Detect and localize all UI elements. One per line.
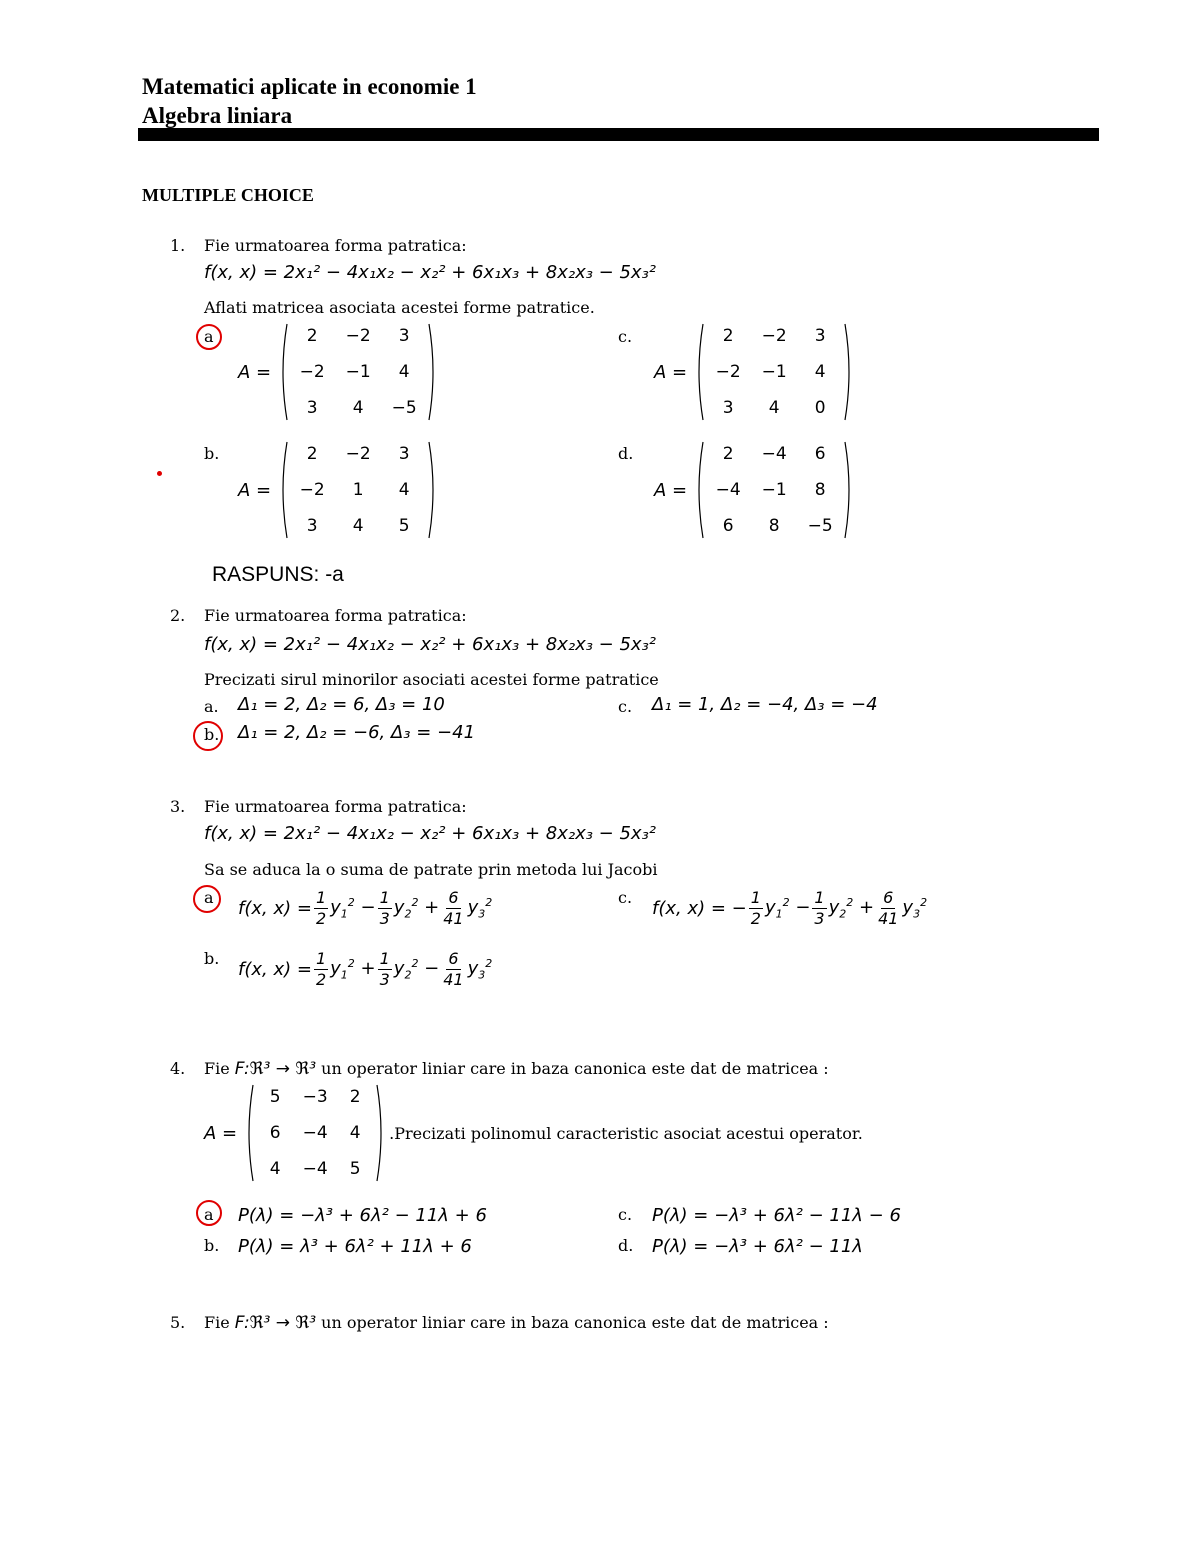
matrix-cell: 0 [814, 398, 826, 418]
matrix-cell: −5 [807, 516, 833, 536]
q2-formula: f(x, x) = 2x₁² − 4x₁x₂ − x₂² + 6x₁x₃ + 8x₂x₃ − 5x₃² [204, 634, 657, 655]
matrix-cell: −4 [715, 480, 741, 500]
matrix-cell: 4 [398, 362, 410, 382]
matrix-cell: −2 [345, 326, 371, 346]
matrix-cell: −2 [299, 362, 325, 382]
matrix-cell: 2 [306, 444, 318, 464]
matrix-body [693, 440, 855, 540]
matrix-cell: 6 [269, 1123, 281, 1143]
q1-option-c-label: c. [618, 327, 633, 346]
matrix-body [277, 440, 439, 540]
matrix-cell: 2 [349, 1087, 361, 1107]
matrix-cell: −1 [761, 362, 787, 382]
q5-number: 5. [170, 1313, 186, 1332]
matrix-cell: 4 [269, 1159, 281, 1179]
q3-option-c-label: c. [618, 888, 633, 907]
matrix-lhs: A = [204, 1122, 238, 1144]
header-rule [138, 128, 1099, 141]
q1-option-b-label: b. [204, 444, 220, 463]
q1-option-a-matrix [238, 322, 439, 422]
q3-intro: Fie urmatoarea forma patratica: [204, 797, 467, 816]
matrix-cell: −4 [302, 1123, 328, 1143]
q3-option-b-label: b. [204, 949, 220, 968]
annotation-dot [157, 471, 162, 476]
matrix-cell: −2 [299, 480, 325, 500]
matrix-cell: −5 [391, 398, 417, 418]
q2-intro: Fie urmatoarea forma patratica: [204, 606, 467, 625]
q3-task: Sa se aduca la o suma de patrate prin metoda lui Jacobi [204, 860, 658, 879]
q4-option-b: P(λ) = λ³ + 6λ² + 11λ + 6 [238, 1236, 472, 1257]
q2-option-c-label: c. [618, 697, 633, 716]
q4-intro [204, 1059, 829, 1079]
matrix-cell: −1 [761, 480, 787, 500]
document-subtitle: Algebra liniara [142, 103, 293, 128]
q4-option-b-label: b. [204, 1236, 220, 1255]
matrix-cell: −4 [761, 444, 787, 464]
q5-intro-pre: Fie [204, 1313, 235, 1332]
matrix-cell: −1 [345, 362, 371, 382]
matrix-cell: −2 [345, 444, 371, 464]
q2-option-a-label: a. [204, 697, 219, 716]
q4-option-a: P(λ) = −λ³ + 6λ² − 11λ + 6 [238, 1205, 487, 1226]
q4-intro-pre: Fie [204, 1059, 235, 1078]
q4-option-d-label: d. [618, 1236, 634, 1255]
q4-option-c: P(λ) = −λ³ + 6λ² − 11λ − 6 [652, 1205, 901, 1226]
matrix-cell: 3 [306, 516, 318, 536]
matrix-cell: 4 [352, 516, 364, 536]
matrix-cell: 5 [269, 1087, 281, 1107]
matrix-lhs: A = [654, 479, 688, 501]
q1-number: 1. [170, 236, 186, 255]
matrix-cell: 5 [398, 516, 410, 536]
matrix-cell: 8 [768, 516, 780, 536]
matrix-cell: 3 [722, 398, 734, 418]
q3-option-a: f(x, x) = $\frac{1}{2}$ $y_1^2$ − $\frac{1}{3}$ $y_2^2$ + $\frac{6}{41}$ $y_3^2$ [238, 888, 493, 928]
document-title: Matematici aplicate in economie 1 [142, 74, 477, 99]
matrix-cell: 4 [398, 480, 410, 500]
matrix-cell: 3 [814, 326, 826, 346]
matrix-lhs: A = [238, 361, 272, 383]
matrix-cell: 2 [722, 326, 734, 346]
q5-operator: F:ℜ³ → ℜ³ [234, 1313, 317, 1333]
matrix-cell: −3 [302, 1087, 328, 1107]
q1-intro: Fie urmatoarea forma patratica: [204, 236, 467, 255]
q1-option-a-label: a [204, 327, 214, 346]
matrix-cell: 3 [398, 326, 410, 346]
matrix-cell: 2 [722, 444, 734, 464]
q2-option-b: Δ₁ = 2, Δ₂ = −6, Δ₃ = −41 [238, 722, 476, 743]
q3-option-a-label: a [204, 888, 214, 907]
matrix-cell: −2 [761, 326, 787, 346]
q4-number: 4. [170, 1059, 186, 1078]
q1-formula: f(x, x) = 2x₁² − 4x₁x₂ − x₂² + 6x₁x₃ + 8x₂x₃ − 5x₃² [204, 262, 657, 283]
matrix-cell: 6 [814, 444, 826, 464]
q4-task: .Precizati polinomul caracteristic asociat acestui operator. [389, 1123, 863, 1143]
q3-formula: f(x, x) = 2x₁² − 4x₁x₂ − x₂² + 6x₁x₃ + 8x₂x₃ − 5x₃² [204, 823, 657, 844]
matrix-cell: 3 [306, 398, 318, 418]
section-title: MULTIPLE CHOICE [142, 185, 314, 205]
matrix-cell: −4 [302, 1159, 328, 1179]
matrix-body [693, 322, 855, 422]
matrix-lhs: A = [654, 361, 688, 383]
matrix-cell: −2 [715, 362, 741, 382]
matrix-body [277, 322, 439, 422]
q2-option-b-label: b. [204, 725, 220, 744]
matrix-cell: 4 [349, 1123, 361, 1143]
q4-option-d: P(λ) = −λ³ + 6λ² − 11λ [652, 1236, 863, 1257]
matrix-cell: 5 [349, 1159, 361, 1179]
q1-option-c-matrix [654, 322, 855, 422]
q5-intro [204, 1313, 829, 1333]
matrix-cell: 2 [306, 326, 318, 346]
q3-option-c: f(x, x) = − $\frac{1}{2}$ $y_1^2$ − $\frac{1}{3}$ $y_2^2$ + $\frac{6}{41}$ $y_3^2$ [652, 888, 928, 928]
q4-option-a-label: a [204, 1205, 214, 1224]
q4-intro-post: un operator liniar care in baza canonica este dat de matricea : [316, 1059, 829, 1078]
q1-option-d-matrix [654, 440, 855, 540]
q1-option-b-matrix [238, 440, 439, 540]
matrix-cell: 8 [814, 480, 826, 500]
q2-option-a: Δ₁ = 2, Δ₂ = 6, Δ₃ = 10 [238, 694, 445, 715]
matrix-cell: 1 [352, 480, 364, 500]
q3-number: 3. [170, 797, 186, 816]
q1-option-d-label: d. [618, 444, 634, 463]
q1-answer: RASPUNS: -a [212, 563, 344, 586]
q2-task: Precizati sirul minorilor asociati acestei forme patratice [204, 670, 659, 689]
q1-task: Aflati matricea asociata acestei forme patratice. [204, 298, 595, 317]
q4-operator: F:ℜ³ → ℜ³ [234, 1059, 317, 1079]
q4-option-c-label: c. [618, 1205, 633, 1224]
matrix-cell: 4 [352, 398, 364, 418]
matrix-cell: 4 [814, 362, 826, 382]
q5-intro-post: un operator liniar care in baza canonica este dat de matricea : [316, 1313, 829, 1332]
q2-option-c: Δ₁ = 1, Δ₂ = −4, Δ₃ = −4 [652, 694, 878, 715]
q4-matrix [204, 1083, 863, 1183]
matrix-cell: 4 [768, 398, 780, 418]
matrix-lhs: A = [238, 479, 272, 501]
matrix-cell: 6 [722, 516, 734, 536]
q2-number: 2. [170, 606, 186, 625]
q3-option-b: f(x, x) = $\frac{1}{2}$ $y_1^2$ + $\frac{1}{3}$ $y_2^2$ − $\frac{6}{41}$ $y_3^2$ [238, 949, 493, 989]
matrix-body [243, 1083, 387, 1183]
matrix-cell: 3 [398, 444, 410, 464]
